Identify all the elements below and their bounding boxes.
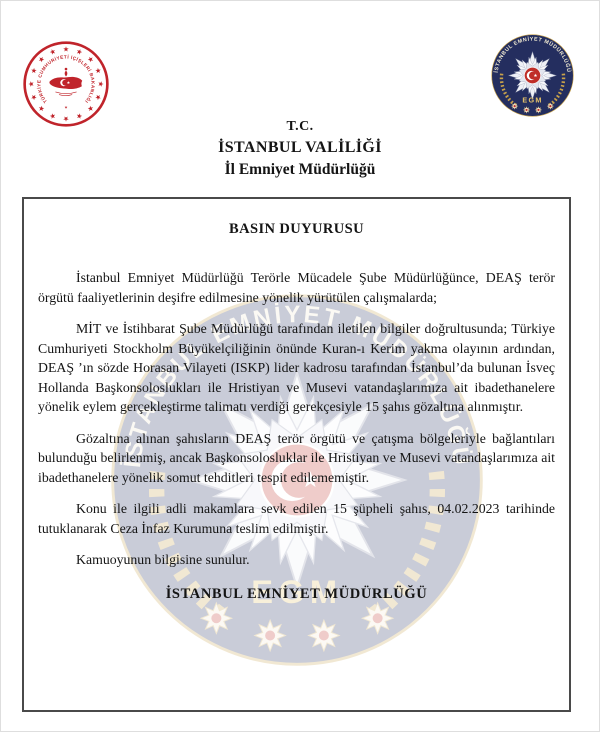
press-release-body	[38, 268, 555, 570]
letterhead-directorate: İl Emniyet Müdürlüğü	[224, 160, 376, 178]
letterhead-governorship: İSTANBUL VALİLİĞİ	[218, 138, 382, 156]
press-paragraph: Konu ile ilgili adli makamlara sevk edilen 15 şüpheli şahıs, 04.02.2023 tarihinde tutuklanarak Ceza İnfaz Kurumuna teslim edilmiştir.	[38, 501, 555, 536]
press-release-signature: İSTANBUL EMNİYET MÜDÜRLÜĞÜ	[165, 585, 428, 602]
ministry-of-interior-seal	[22, 40, 110, 128]
letterhead	[0, 118, 600, 179]
press-paragraph: Gözaltına alınan şahısların DEAŞ terör örgütü ve çatışma bölgeleriyle bağlantıları bulunduğu belirlenmiş, ancak Başkonsolosluklar ile Hristiyan ve Musevi vatandaşlarımıza ait ibadethanelere yönelik somut tehditleri tespit edilememiştir.	[38, 430, 555, 485]
press-paragraph: Kamuoyunun bilgisine sunulur.	[76, 552, 250, 567]
press-release-box	[22, 197, 571, 712]
letterhead-tc: T.C.	[286, 119, 314, 134]
press-paragraph: MİT ve İstihbarat Şube Müdürlüğü tarafından iletilen bilgiler doğrultusunda; Türkiye Cumhuriyeti Stockholm Büyükelçiliğinin önünde Kuran-ı Kerim yakma olayının ardından, DEAŞ ’ın sözde Horasan Vilayeti (ISKP) lider kadrosu tarafından İstanbul’da bulunan İsveç Hollanda Başkonsoloslukları ile Hristiyan ve Musevi vatandaşlarımıza ait ibadethanelere yönelik eylem gerçekleştirme talimatı verdiği gerekçesiyle 15 şahıs gözaltına alınmıştır.	[38, 321, 555, 414]
press-release-title: BASIN DUYURUSU	[229, 221, 364, 237]
press-paragraph: İstanbul Emniyet Müdürlüğü Terörle Mücadele Şube Müdürlüğünce, DEAŞ terör örgütü faaliyetlerinin deşifre edilmesine yönelik yürütülen çalışmalarda;	[38, 270, 555, 305]
istanbul-police-seal	[490, 33, 575, 118]
